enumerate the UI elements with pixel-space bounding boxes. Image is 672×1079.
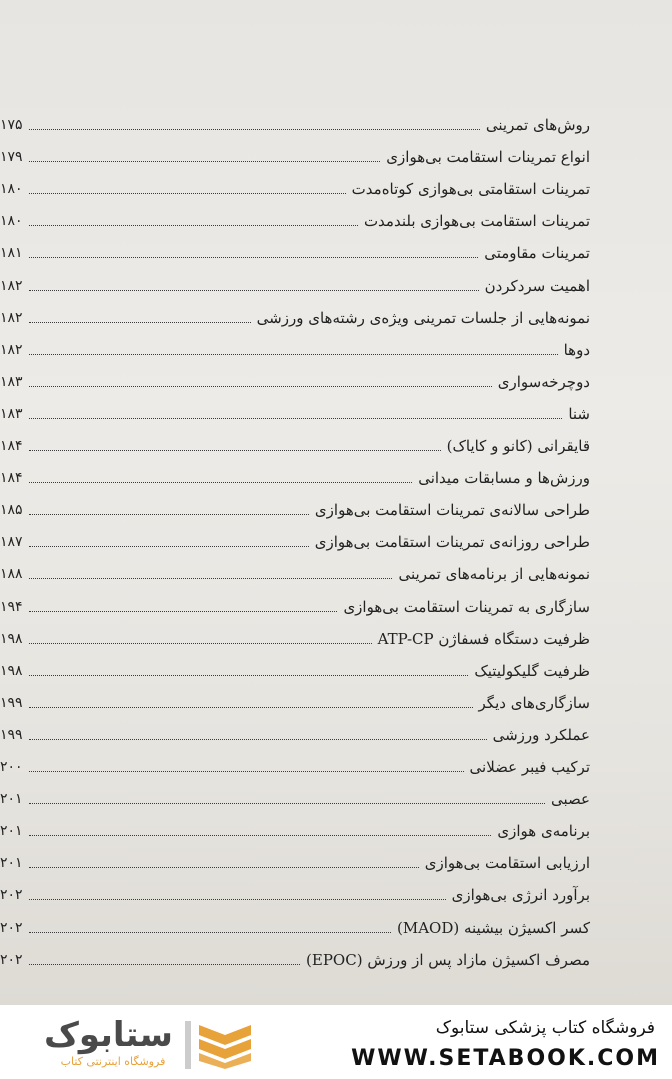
toc-entry-page: ۲۰۱ bbox=[0, 823, 23, 840]
toc-entry-page: ۲۰۲ bbox=[0, 887, 23, 904]
toc-dot-leader bbox=[29, 643, 372, 644]
toc-entry bbox=[0, 844, 590, 874]
toc-entry-title: دوها bbox=[563, 340, 590, 359]
toc-dot-leader bbox=[29, 867, 419, 868]
toc-entry bbox=[0, 941, 590, 971]
toc-dot-leader bbox=[29, 835, 491, 836]
toc-dot-leader bbox=[29, 578, 392, 579]
toc-entry-title: نمونه‌هایی از برنامه‌های تمرینی bbox=[398, 565, 590, 584]
toc-entry bbox=[0, 812, 590, 842]
toc-entry bbox=[0, 267, 590, 297]
toc-entry-title: مصرف اکسیژن مازاد پس از ورزش (EPOC) bbox=[306, 950, 590, 969]
store-name: فروشگاه کتاب پزشکی ستابوک bbox=[435, 1018, 655, 1038]
store-url[interactable]: WWW.SETABOOK.COM bbox=[351, 1046, 660, 1071]
toc-entry bbox=[0, 588, 590, 618]
toc-entry-page: ۱۷۹ bbox=[0, 149, 23, 166]
toc-entry bbox=[0, 234, 590, 264]
toc-dot-leader bbox=[29, 675, 468, 676]
toc-entry bbox=[0, 555, 590, 585]
toc-dot-leader bbox=[29, 450, 441, 451]
toc-entry-title: تمرینات استقامتی بی‌هوازی کوتاه‌مدت bbox=[351, 180, 590, 199]
toc-dot-leader bbox=[29, 707, 473, 708]
toc-entry-title: ظرفیت گلیکولیتیک bbox=[474, 661, 590, 680]
toc-dot-leader bbox=[29, 354, 558, 355]
logo-tagline: فروشگاه اینترنتی کتاب bbox=[60, 1055, 166, 1068]
toc-entry-page: ۱۹۸ bbox=[0, 662, 23, 679]
toc-entry-title: عملکرد ورزشی bbox=[492, 725, 590, 744]
toc-entry bbox=[0, 652, 590, 682]
toc-dot-leader bbox=[29, 290, 479, 291]
toc-dot-leader bbox=[29, 611, 337, 612]
toc-entry-page: ۱۸۰ bbox=[0, 181, 23, 198]
toc-entry-page: ۱۸۴ bbox=[0, 470, 23, 487]
toc-entry-page: ۱۸۲ bbox=[0, 309, 23, 326]
toc-entry bbox=[0, 106, 590, 136]
toc-entry-title: ارزیابی استقامت بی‌هوازی bbox=[424, 854, 590, 873]
toc-entry bbox=[0, 363, 590, 393]
toc-entry-title: روش‌های تمرینی bbox=[485, 116, 590, 134]
toc-entry bbox=[0, 202, 590, 232]
toc-entry-page: ۱۸۷ bbox=[0, 534, 23, 551]
toc-dot-leader bbox=[29, 322, 251, 323]
toc-entry-page: ۲۰۲ bbox=[0, 951, 23, 968]
toc-dot-leader bbox=[29, 932, 391, 933]
toc-entry bbox=[0, 459, 590, 489]
toc-dot-leader bbox=[29, 771, 464, 772]
toc-entry-title: ترکیب فیبر عضلانی bbox=[469, 758, 590, 776]
logo-wordmark: ستابوک bbox=[44, 1015, 173, 1055]
toc-entry-title: ظرفیت دستگاه فسفاژن ATP-CP bbox=[377, 629, 590, 648]
toc-entry-page: ۱۹۸ bbox=[0, 630, 23, 647]
toc-entry-title: سازگاری به تمرینات استقامت بی‌هوازی bbox=[343, 597, 590, 616]
toc-entry bbox=[0, 684, 590, 714]
toc-dot-leader bbox=[29, 899, 446, 900]
toc-entry-title: ورزش‌ها و مسابقات میدانی bbox=[418, 469, 590, 488]
toc-entry bbox=[0, 876, 590, 906]
toc-entry bbox=[0, 299, 590, 329]
toc-entry bbox=[0, 748, 590, 778]
toc-entry-title: کسر اکسیژن بیشینه (MAOD) bbox=[396, 918, 590, 937]
toc-entry-page: ۲۰۱ bbox=[0, 791, 23, 808]
toc-entry-page: ۱۸۳ bbox=[0, 373, 23, 390]
toc-entry-page: ۱۸۵ bbox=[0, 502, 23, 519]
toc-entry-page: ۱۸۲ bbox=[0, 277, 23, 294]
toc-dot-leader bbox=[29, 739, 487, 740]
toc-entry-title: سازگاری‌های دیگر bbox=[478, 693, 590, 712]
toc-entry bbox=[0, 909, 590, 939]
toc-entry-title: طراحی روزانه‌ی تمرینات استقامت بی‌هوازی bbox=[314, 533, 590, 552]
toc-dot-leader bbox=[29, 386, 492, 387]
toc-entry-page: ۲۰۱ bbox=[0, 855, 23, 872]
toc-entry-title: تمرینات مقاومتی bbox=[484, 244, 590, 263]
toc-entry-title: انواع تمرینات استقامت بی‌هوازی bbox=[386, 148, 590, 167]
toc-entry-page: ۱۸۲ bbox=[0, 341, 23, 358]
toc-entry bbox=[0, 491, 590, 521]
toc-dot-leader bbox=[29, 803, 545, 804]
toc-dot-leader bbox=[29, 514, 309, 515]
toc-entry-page: ۱۸۸ bbox=[0, 566, 23, 583]
toc-entry bbox=[0, 523, 590, 553]
toc-dot-leader bbox=[29, 193, 346, 194]
toc-entry-title: نمونه‌هایی از جلسات تمرینی ویژه‌ی رشته‌های ورزشی bbox=[256, 308, 590, 327]
toc-entry-page: ۲۰۲ bbox=[0, 919, 23, 936]
toc-entry bbox=[0, 138, 590, 168]
toc-entry-page: ۲۰۰ bbox=[0, 759, 23, 775]
toc-entry bbox=[0, 331, 590, 361]
logo-chevron-icon bbox=[185, 1021, 255, 1069]
toc-entry bbox=[0, 427, 590, 457]
toc-entry-page: ۱۷۵ bbox=[0, 117, 23, 133]
toc-entry-title: برنامه‌ی هوازی bbox=[497, 822, 590, 841]
toc-entry-title: شنا bbox=[568, 404, 590, 423]
toc-dot-leader bbox=[29, 418, 562, 419]
toc-dot-leader bbox=[29, 161, 380, 162]
toc-entry-page: ۱۸۳ bbox=[0, 405, 23, 422]
toc-entry-title: اهمیت سردکردن bbox=[484, 276, 590, 295]
toc-entry-page: ۱۸۰ bbox=[0, 213, 23, 230]
toc-dot-leader bbox=[29, 482, 412, 483]
toc-entry-page: ۱۹۴ bbox=[0, 598, 23, 615]
toc-entry-page: ۱۸۱ bbox=[0, 245, 23, 262]
toc-entry-title: دوچرخه‌سواری bbox=[497, 372, 590, 391]
toc-entry-title: قایقرانی (کانو و کایاک) bbox=[446, 437, 590, 455]
toc-dot-leader bbox=[29, 257, 478, 258]
toc-dot-leader bbox=[29, 129, 480, 130]
toc-dot-leader bbox=[29, 546, 309, 547]
toc-entry bbox=[0, 170, 590, 200]
toc-entry bbox=[0, 395, 590, 425]
toc-entry-title: برآورد انرژی بی‌هوازی bbox=[451, 886, 590, 905]
toc-entry-page: ۱۹۹ bbox=[0, 694, 23, 711]
toc-entry-page: ۱۹۹ bbox=[0, 726, 23, 743]
toc-entry bbox=[0, 620, 590, 650]
toc-entry-page: ۱۸۴ bbox=[0, 438, 23, 454]
toc-entry-title: طراحی سالانه‌ی تمرینات استقامت بی‌هوازی bbox=[314, 501, 590, 520]
toc-entry bbox=[0, 780, 590, 810]
toc-entry bbox=[0, 716, 590, 746]
toc-dot-leader bbox=[29, 964, 300, 965]
store-footer bbox=[0, 1005, 672, 1079]
toc-dot-leader bbox=[29, 225, 358, 226]
toc-entry-title: تمرینات استقامت بی‌هوازی بلندمدت bbox=[363, 212, 590, 231]
toc-entry-title: عصبی bbox=[551, 790, 590, 809]
